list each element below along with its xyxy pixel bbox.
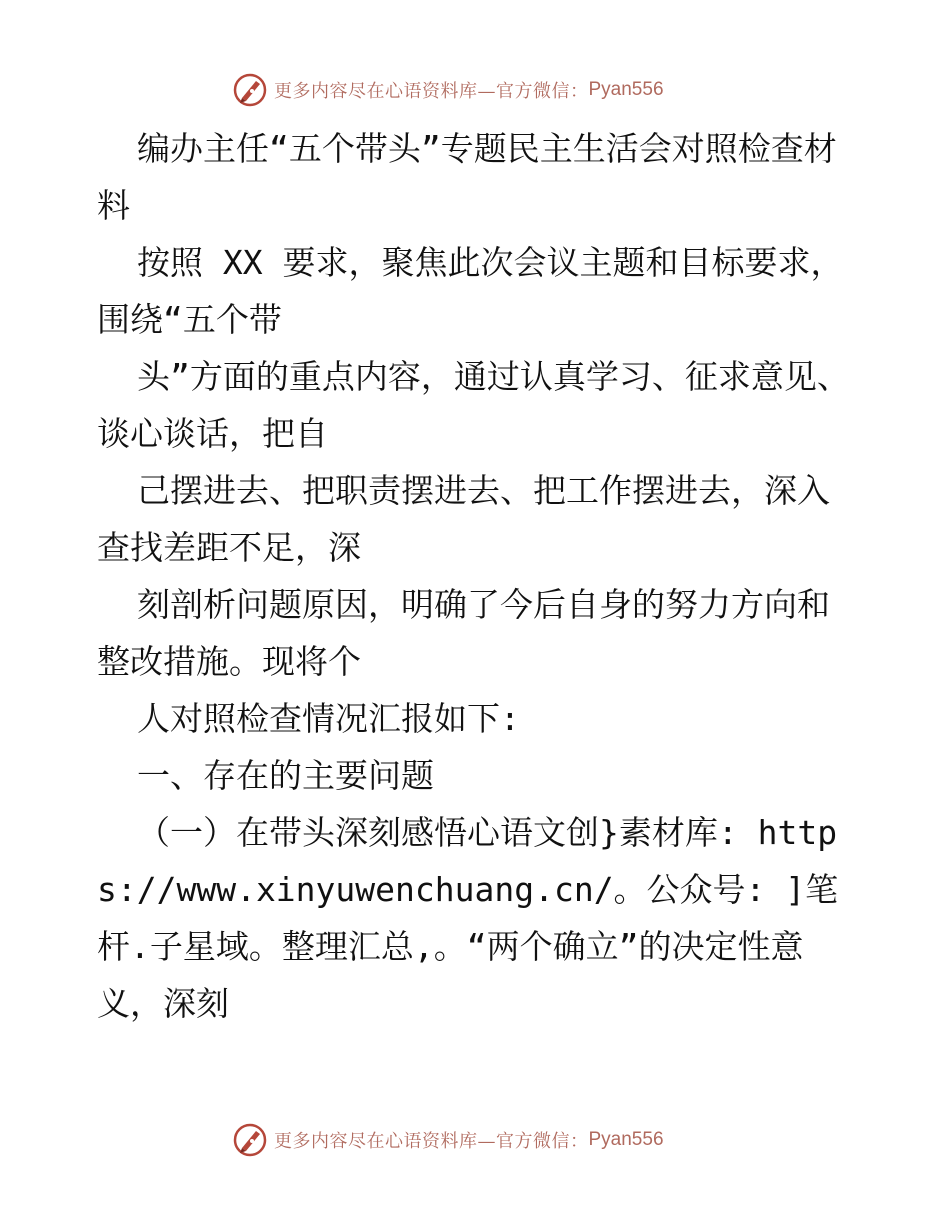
document-body: [97, 120, 857, 1032]
pen-logo-icon: [232, 1122, 268, 1158]
watermark-wechat-id: Pyan556: [588, 1129, 664, 1150]
watermark-text: 更多内容尽在心语资料库—官方微信：: [274, 81, 589, 102]
footer-watermark: [232, 1120, 752, 1160]
paragraph: 按照 XX 要求，聚焦此次会议主题和目标要求，围绕“五个带: [97, 243, 844, 339]
section-heading: 一、存在的主要问题: [137, 756, 434, 795]
watermark-wechat-id: Pyan556: [588, 79, 664, 100]
paragraph: 己摆进去、把职责摆进去、把工作摆进去，深入查找差距不足，深: [97, 471, 830, 567]
paragraph: 刻剖析问题原因，明确了今后自身的努力方向和整改措施。现将个: [97, 585, 830, 681]
pen-logo-icon: [232, 72, 268, 108]
watermark-text: 更多内容尽在心语资料库—官方微信：: [274, 1131, 589, 1152]
paragraph: 头”方面的重点内容，通过认真学习、征求意见、谈心谈话，把自: [97, 357, 850, 453]
document-title: 编办主任“五个带头”专题民主生活会对照检查材料: [97, 129, 837, 225]
header-watermark: [232, 70, 752, 110]
paragraph: （一）在带头深刻感悟心语文创}素材库: https://www.xinyuwenchuang.cn/。公众号: ]笔杆.子星域。整理汇总,。“两个确立”的决定性意义，深刻: [97, 813, 839, 1023]
paragraph: 人对照检查情况汇报如下:: [137, 699, 520, 738]
